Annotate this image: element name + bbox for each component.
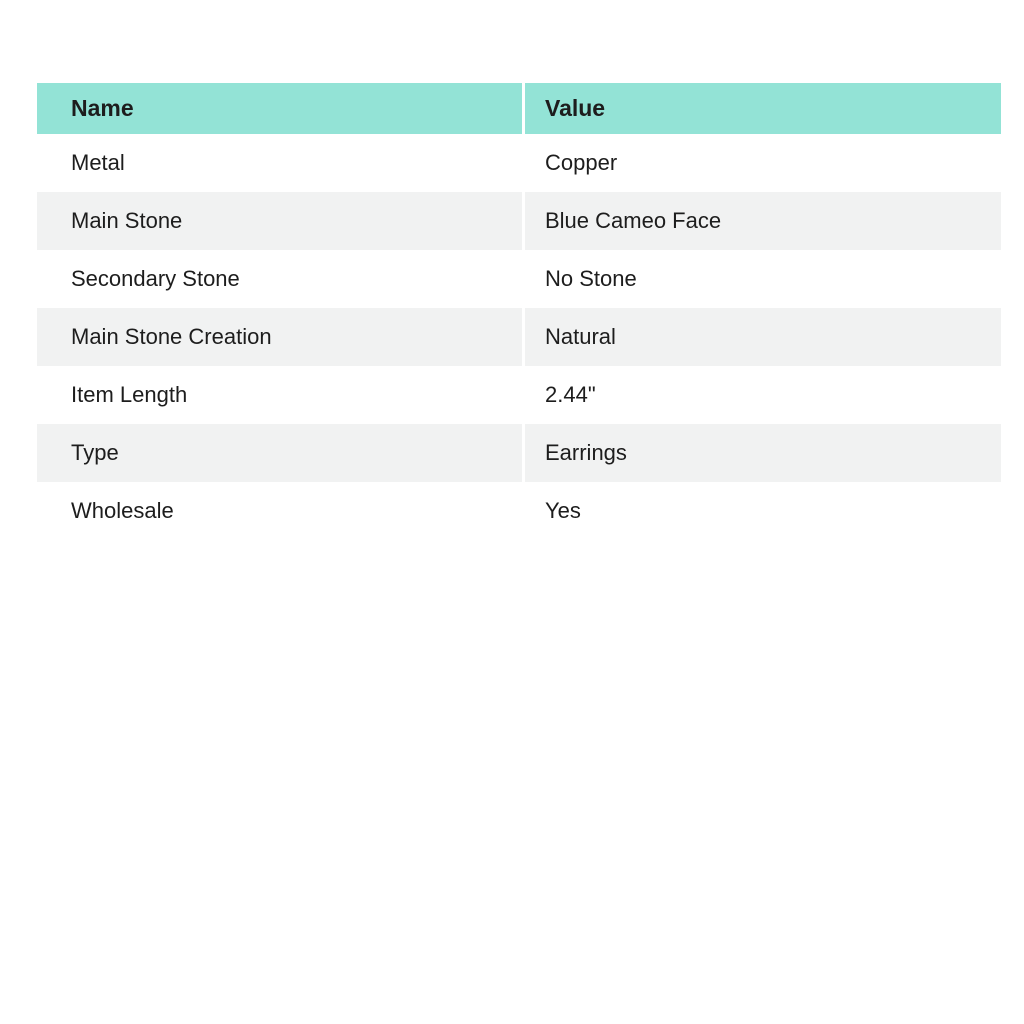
table-row — [37, 424, 1001, 482]
cell-value: Natural — [525, 308, 1001, 366]
table-row — [37, 482, 1001, 540]
table-row — [37, 308, 1001, 366]
header-cell-name: Name — [37, 83, 522, 134]
cell-value: No Stone — [525, 250, 1001, 308]
table-body — [37, 134, 1001, 540]
table-row — [37, 250, 1001, 308]
table-row — [37, 366, 1001, 424]
cell-name: Item Length — [37, 366, 522, 424]
cell-value: Earrings — [525, 424, 1001, 482]
table-header-row — [37, 83, 1001, 134]
header-cell-value: Value — [525, 83, 1001, 134]
cell-name: Main Stone Creation — [37, 308, 522, 366]
cell-value: Yes — [525, 482, 1001, 540]
table-row — [37, 192, 1001, 250]
cell-name: Metal — [37, 134, 522, 192]
cell-name: Type — [37, 424, 522, 482]
cell-name: Main Stone — [37, 192, 522, 250]
cell-value: Blue Cameo Face — [525, 192, 1001, 250]
table-row — [37, 134, 1001, 192]
cell-name: Wholesale — [37, 482, 522, 540]
cell-name: Secondary Stone — [37, 250, 522, 308]
cell-value: 2.44" — [525, 366, 1001, 424]
spec-table — [37, 83, 1001, 540]
cell-value: Copper — [525, 134, 1001, 192]
